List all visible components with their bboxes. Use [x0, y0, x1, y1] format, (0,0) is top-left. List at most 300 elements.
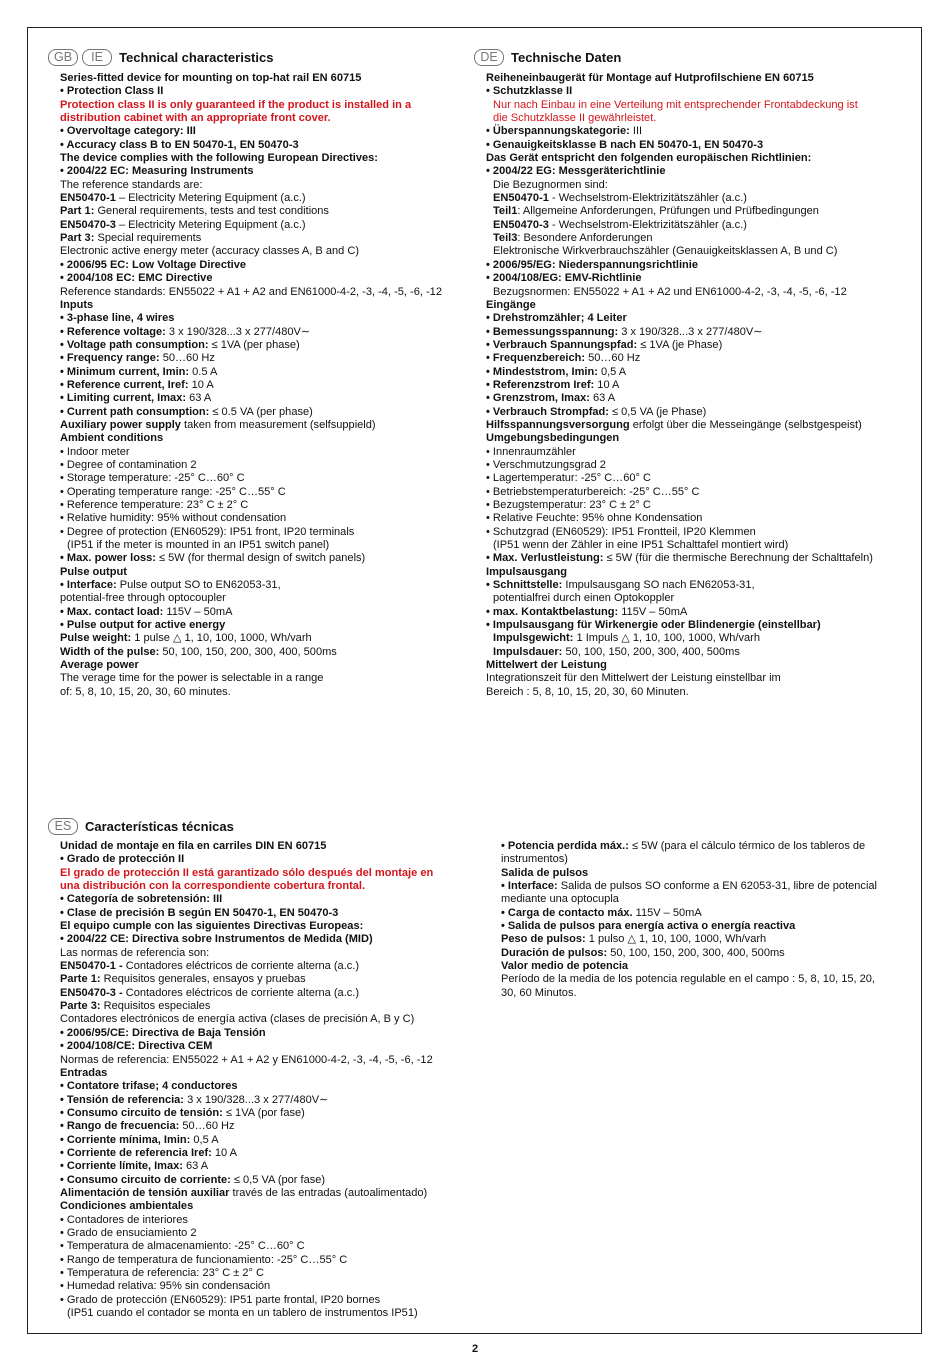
spec-text: • Reference current, Iref: — [60, 378, 189, 391]
de-spec-column — [486, 72, 906, 699]
spec-line — [60, 286, 460, 299]
spec-text: erfolgt über die Messeingänge (selbstgespeist) — [629, 418, 862, 431]
spec-line — [486, 406, 906, 419]
spec-text: Inputs — [60, 298, 94, 311]
spec-line — [486, 512, 906, 525]
spec-text: 10 A — [188, 378, 214, 391]
spec-line — [60, 219, 460, 232]
spec-line — [486, 326, 906, 339]
spec-line — [60, 552, 460, 565]
spec-text: Normas de referencia: EN55022 + A1 + A2 y EN61000-4-2, -3, -4, -5, -6, -12 — [60, 1053, 433, 1066]
spec-text: • Bemessungsspannung: — [486, 325, 619, 338]
spec-line — [486, 486, 906, 499]
spec-text: • 2004/22 CE: Directiva sobre Instrumentos de Medida (MID) — [60, 933, 373, 946]
spec-line — [486, 366, 906, 379]
spec-line — [486, 192, 906, 205]
spec-line — [486, 632, 906, 645]
spec-text: Duración de pulsos: — [501, 946, 608, 959]
spec-line — [60, 1107, 480, 1120]
spec-line — [60, 987, 480, 1000]
spec-line — [501, 973, 911, 986]
spec-line — [60, 499, 460, 512]
spec-line — [486, 539, 906, 552]
lang-badge-ie: IE — [82, 49, 112, 66]
spec-text: Impulsausgang — [486, 565, 568, 578]
spec-text: Average power — [60, 659, 139, 672]
spec-text: • Categoría de sobretensión: III — [60, 893, 223, 906]
spec-text: Reiheneinbaugerät für Montage auf Hutprofilschiene EN 60715 — [486, 72, 814, 84]
spec-line — [60, 933, 480, 946]
spec-line — [60, 432, 460, 445]
section-header-de — [474, 49, 621, 66]
spec-line — [60, 192, 460, 205]
spec-line — [60, 632, 460, 645]
spec-text: 50…60 Hz — [585, 352, 641, 365]
spec-line — [501, 893, 911, 906]
spec-text: • Operating temperature range: -25° C…55° C — [60, 485, 286, 498]
spec-line — [60, 973, 480, 986]
spec-line — [501, 920, 911, 933]
spec-line — [486, 552, 906, 565]
spec-text: • Pulse output for active energy — [60, 619, 226, 632]
spec-line — [60, 1240, 480, 1253]
spec-line — [60, 539, 460, 552]
spec-text: Entradas — [60, 1066, 108, 1079]
spec-text: 1 pulso △ 1, 10, 100, 1000, Wh/varh — [585, 933, 767, 946]
spec-text: Part 3: — [60, 232, 95, 245]
spec-text: • 2006/95/EG: Niederspannungsrichtlinie — [486, 258, 698, 271]
spec-line — [60, 312, 460, 325]
spec-line — [60, 592, 460, 605]
spec-text: Bezugsnormen: EN55022 + A1 + A2 und EN61000-4-2, -3, -4, -5, -6, -12 — [493, 285, 847, 298]
spec-text: ≤ 0.5 VA (per phase) — [209, 405, 313, 418]
section-title-es: Características técnicas — [85, 819, 234, 834]
spec-line — [501, 987, 911, 1000]
spec-line — [501, 853, 911, 866]
spec-line — [60, 379, 460, 392]
spec-line — [486, 672, 906, 685]
spec-text: • Degree of protection (EN60529): IP51 front, IP20 terminals — [60, 525, 355, 538]
spec-line — [60, 245, 460, 258]
spec-text: potential-free through optocoupler — [60, 592, 226, 605]
spec-line — [60, 85, 460, 98]
spec-text: • max. Kontaktbelastung: — [486, 605, 619, 618]
spec-line — [60, 893, 480, 906]
spec-text: Impulsausgang SO nach EN62053-31, — [562, 579, 755, 592]
spec-line — [60, 1200, 480, 1213]
spec-text: Width of the pulse: — [60, 645, 160, 658]
spec-text: • Storage temperature: -25° C…60° C — [60, 472, 245, 485]
spec-text: Contadores electrónicos de energía activa (clases de precisión A, B y C) — [60, 1013, 415, 1026]
spec-text: Requisitos generales, ensayos y pruebas — [100, 973, 306, 986]
spec-text: • Schutzklasse II — [486, 85, 573, 98]
spec-line — [486, 579, 906, 592]
spec-line — [486, 286, 906, 299]
spec-text: Salida de pulsos SO conforme a EN 62053-31, libre de potencial — [557, 880, 877, 893]
spec-line — [60, 659, 460, 672]
spec-line — [501, 960, 911, 973]
spec-text: • 3-phase line, 4 wires — [60, 312, 175, 325]
spec-text: taken from measurement (selfsuppield) — [180, 418, 376, 431]
spec-line — [486, 379, 906, 392]
section-header-gb — [48, 49, 273, 66]
spec-text: ≤ 5W (para el cálculo térmico de los tableros de — [628, 840, 866, 852]
spec-text: – Electricity Metering Equipment (a.c.) — [115, 218, 306, 231]
spec-text: • Verbrauch Strompfad: — [486, 405, 609, 418]
spec-text: • Voltage path consumption: — [60, 338, 209, 351]
spec-line — [60, 1267, 480, 1280]
spec-text: • Max. power loss: — [60, 552, 156, 565]
spec-text: 115V – 50mA — [632, 906, 702, 919]
spec-text: • Max. Verlustleistung: — [486, 552, 604, 565]
spec-text: Special requirements — [94, 232, 202, 245]
spec-line — [60, 566, 460, 579]
spec-text: través de las entradas (autoalimentado) — [229, 1186, 428, 1199]
spec-line — [486, 339, 906, 352]
spec-text: • Corriente límite, Imax: — [60, 1160, 183, 1173]
spec-text: Alimentación de tensión auxiliar — [60, 1186, 230, 1199]
spec-text: 50, 100, 150, 200, 300, 400, 500ms — [159, 645, 337, 658]
spec-line — [501, 907, 911, 920]
spec-text: 50…60 Hz — [159, 352, 215, 365]
spec-text: Pulse output — [60, 565, 127, 578]
spec-line — [486, 606, 906, 619]
es-spec-column-left — [60, 840, 480, 1320]
spec-line — [60, 1227, 480, 1240]
spec-text: Mittelwert der Leistung — [486, 659, 607, 672]
spec-text: • Clase de precisión B según EN 50470-1, EN 50470-3 — [60, 906, 339, 919]
spec-text: The verage time for the power is selectable in a range — [60, 672, 324, 685]
spec-text: • Grenzstrom, Imax: — [486, 392, 590, 405]
spec-line — [60, 880, 480, 893]
spec-line — [60, 139, 460, 152]
spec-text: General requirements, tests and test conditions — [94, 205, 329, 218]
spec-text: El grado de protección II está garantizado sólo después del montaje en — [60, 866, 434, 879]
spec-text: Elektronische Wirkverbrauchszähler (Genauigkeitsklassen A, B und C) — [493, 245, 838, 258]
spec-line — [60, 672, 460, 685]
spec-line — [486, 125, 906, 138]
spec-line — [60, 366, 460, 379]
spec-line — [486, 99, 906, 112]
section-header-es — [48, 818, 234, 835]
spec-text: EN50470-1 — [60, 192, 116, 205]
spec-line — [60, 920, 480, 933]
spec-text: Die Bezugnormen sind: — [493, 178, 608, 191]
spec-text: : Besondere Anforderungen — [517, 232, 653, 245]
spec-text: 1 Impuls △ 1, 10, 100, 1000, Wh/varh — [573, 632, 760, 645]
spec-text: • 2006/95 EC: Low Voltage Directive — [60, 258, 247, 271]
spec-line — [486, 686, 906, 699]
spec-text: mediante una optocupla — [501, 893, 619, 906]
spec-text: • Consumo circuito de corriente: — [60, 1173, 231, 1186]
spec-line — [60, 486, 460, 499]
spec-text: 0.5 A — [189, 365, 218, 378]
spec-text: • Relative humidity: 95% without condensation — [60, 512, 287, 525]
spec-text: • Max. contact load: — [60, 605, 164, 618]
spec-text: (IP51 if the meter is mounted in an IP51 switch panel) — [67, 539, 330, 552]
spec-line — [486, 179, 906, 192]
spec-text: distribution cabinet with an appropriate front cover. — [60, 112, 331, 125]
spec-text: 115V – 50mA — [163, 605, 233, 618]
spec-line — [60, 299, 460, 312]
spec-text: • Referenzstrom Iref: — [486, 378, 595, 391]
spec-line — [60, 646, 460, 659]
spec-text: • Contatore trifase; 4 conductores — [60, 1080, 238, 1093]
spec-line — [60, 1174, 480, 1187]
spec-text: • Limiting current, Imax: — [60, 392, 187, 405]
spec-text: potentialfrei durch einen Optokoppler — [493, 592, 675, 605]
spec-line — [60, 205, 460, 218]
spec-text: • Betriebstemperaturbereich: -25° C…55° C — [486, 485, 700, 498]
spec-text: • Overvoltage category: III — [60, 125, 196, 138]
spec-line — [486, 472, 906, 485]
spec-text: Parte 1: — [60, 973, 101, 986]
gb-spec-column — [60, 72, 460, 699]
spec-text: Pulse output SO to EN62053-31, — [116, 579, 281, 592]
spec-text: die Schutzklasse II gewährleistet. — [493, 112, 657, 125]
spec-line — [60, 853, 480, 866]
spec-line — [60, 1040, 480, 1053]
spec-text: • Bezugstemperatur: 23° C ± 2° C — [486, 499, 651, 511]
spec-text: • Verschmutzungsgrad 2 — [486, 458, 606, 471]
spec-line — [486, 219, 906, 232]
spec-text: • Temperatura de referencia: 23° C ± 2° C — [60, 1267, 265, 1279]
spec-line — [486, 165, 906, 178]
spec-text: Nur nach Einbau in eine Verteilung mit entsprechender Frontabdeckung ist — [493, 98, 858, 111]
spec-text: Electronic active energy meter (accuracy classes A, B and C) — [60, 245, 359, 258]
spec-line — [486, 312, 906, 325]
spec-text: • Schnittstelle: — [486, 579, 563, 592]
spec-line — [60, 1094, 480, 1107]
spec-line — [60, 392, 460, 405]
spec-line — [60, 619, 460, 632]
spec-text: El equipo cumple con las siguientes Directivas Europeas: — [60, 920, 364, 933]
spec-line — [60, 419, 460, 432]
spec-text: 63 A — [589, 392, 616, 405]
spec-text: 50, 100, 150, 200, 300, 400, 500ms — [562, 645, 740, 658]
spec-text: - Wechselstrom-Elektrizitätszähler (a.c.) — [548, 192, 747, 205]
spec-line — [486, 299, 906, 312]
spec-text: • 2006/95/CE: Directiva de Baja Tensión — [60, 1026, 266, 1039]
spec-text: ≤ 1VA (por fase) — [222, 1106, 305, 1119]
spec-line — [501, 933, 911, 946]
spec-line — [60, 112, 460, 125]
spec-text: ≤ 1VA (je Phase) — [637, 338, 723, 351]
spec-line — [60, 1054, 480, 1067]
spec-text: Salida de pulsos — [501, 866, 589, 879]
lang-badge-es: ES — [48, 818, 78, 835]
spec-line — [486, 205, 906, 218]
spec-line — [486, 352, 906, 365]
spec-text: 10 A — [211, 1146, 238, 1159]
spec-text: Reference standards: EN55022 + A1 + A2 and EN61000-4-2, -3, -4, -5, -6, -12 — [60, 285, 442, 298]
spec-text: • 2004/22 EC: Measuring Instruments — [60, 165, 254, 178]
spec-text: 50…60 Hz — [179, 1120, 235, 1133]
spec-text: Teil3 — [493, 232, 518, 245]
spec-text: Auxiliary power supply — [60, 418, 181, 431]
spec-text: Part 1: — [60, 205, 95, 218]
spec-text: Pulse weight: — [60, 632, 132, 645]
spec-text: : Allgemeine Anforderungen, Prüfungen und Prüfbedingungen — [517, 205, 819, 218]
spec-text: 63 A — [186, 392, 212, 405]
spec-line — [501, 880, 911, 893]
spec-line — [501, 947, 911, 960]
spec-line — [60, 526, 460, 539]
lang-badge-de: DE — [474, 49, 504, 66]
spec-text: The device complies with the following European Directives: — [60, 152, 378, 165]
spec-line — [60, 686, 460, 699]
spec-line — [60, 1080, 480, 1093]
spec-line — [486, 592, 906, 605]
spec-text: Condiciones ambientales — [60, 1200, 194, 1213]
spec-text: Impulsgewicht: — [493, 632, 574, 645]
spec-text: ≤ 1VA (per phase) — [208, 338, 300, 351]
spec-line — [486, 259, 906, 272]
spec-text: (IP51 cuando el contador se monta en un tablero de instrumentos IP51) — [67, 1307, 418, 1320]
spec-line — [60, 1280, 480, 1293]
spec-line — [60, 1013, 480, 1026]
spec-line — [486, 139, 906, 152]
spec-line — [60, 947, 480, 960]
spec-text: EN50470-3 — [60, 218, 116, 231]
spec-text: EN50470-3 — [493, 218, 549, 231]
spec-text: 1 pulse △ 1, 10, 100, 1000, Wh/varh — [131, 632, 312, 645]
spec-text: • Rango de frecuencia: — [60, 1120, 180, 1133]
spec-line — [486, 526, 906, 539]
spec-text: Bereich : 5, 8, 10, 15, 20, 30, 60 Minuten. — [486, 685, 689, 698]
spec-text: Hilfsspannungsversorgung — [486, 418, 630, 431]
spec-line — [60, 125, 460, 138]
spec-text: 3 x 190/328...3 x 277/480V∼ — [165, 325, 311, 338]
page-number: 2 — [471, 1343, 479, 1355]
spec-text: • Interface: — [60, 579, 117, 592]
spec-line — [60, 272, 460, 285]
spec-line — [60, 165, 460, 178]
spec-text: of: 5, 8, 10, 15, 20, 30, 60 minutes. — [60, 685, 231, 698]
spec-text: • Innenraumzähler — [486, 445, 576, 458]
spec-line — [60, 907, 480, 920]
spec-line — [60, 1000, 480, 1013]
spec-text: 115V – 50mA — [618, 605, 688, 618]
spec-text: • Reference temperature: 23° C ± 2° C — [60, 499, 249, 511]
spec-text: • Grado de ensuciamiento 2 — [60, 1226, 197, 1239]
spec-text: Impulsdauer: — [493, 645, 563, 658]
spec-line — [486, 112, 906, 125]
spec-text: 0,5 A — [597, 365, 627, 378]
spec-line — [60, 1307, 480, 1320]
spec-text: ≤ 0,5 VA (je Phase) — [608, 405, 707, 418]
spec-text: • Current path consumption: — [60, 405, 210, 418]
spec-line — [60, 512, 460, 525]
spec-line — [60, 472, 460, 485]
spec-line — [60, 1187, 480, 1200]
spec-text: Período de la media de los potencia regulable en el campo : 5, 8, 10, 15, 20, — [501, 973, 876, 986]
spec-line — [60, 1120, 480, 1133]
spec-text: • Corriente mínima, Imin: — [60, 1133, 191, 1146]
spec-line — [60, 259, 460, 272]
spec-text: EN50470-1 — [493, 192, 549, 205]
spec-text: 50, 100, 150, 200, 300, 400, 500ms — [607, 946, 785, 959]
spec-text: • Potencia perdida máx.: — [501, 840, 629, 852]
spec-text: • Drehstromzähler; 4 Leiter — [486, 312, 627, 325]
spec-text: • Überspannungskategorie: — [486, 125, 630, 138]
spec-text: • Mindeststrom, Imin: — [486, 365, 598, 378]
spec-text: ≤ 5W (for thermal design of switch panels) — [155, 552, 366, 565]
spec-text: • Verbrauch Spannungspfad: — [486, 338, 638, 351]
spec-line — [486, 619, 906, 632]
spec-text: • 2004/22 EG: Messgeräterichtlinie — [486, 165, 666, 178]
spec-line — [486, 499, 906, 512]
spec-text: • Corriente de referencia Iref: — [60, 1146, 212, 1159]
spec-text: - Wechselstrom-Elektrizitätszähler (a.c.) — [548, 218, 747, 231]
spec-line — [60, 1134, 480, 1147]
spec-text: 30, 60 Minutos. — [501, 986, 577, 999]
spec-line — [60, 339, 460, 352]
spec-text: 63 A — [182, 1160, 209, 1173]
spec-line — [486, 459, 906, 472]
spec-text: III — [629, 125, 643, 138]
spec-text: Teil1 — [493, 205, 518, 218]
spec-text: Las normas de referencia son: — [60, 946, 210, 959]
spec-line — [60, 446, 460, 459]
spec-line — [60, 352, 460, 365]
spec-line — [486, 659, 906, 672]
spec-text: EN50470-3 - — [60, 986, 123, 999]
spec-text: Das Gerät entspricht den folgenden europäischen Richtlinien: — [486, 152, 812, 165]
spec-text: • Consumo circuito de tensión: — [60, 1106, 223, 1119]
spec-text: Ambient conditions — [60, 432, 164, 445]
spec-text: EN50470-1 - — [60, 960, 123, 973]
spec-text: • Lagertemperatur: -25° C…60° C — [486, 472, 651, 485]
spec-text: 3 x 190/328...3 x 277/480V∼ — [184, 1093, 329, 1106]
spec-text: • Grado de protección II — [60, 853, 185, 866]
spec-line — [486, 272, 906, 285]
spec-text: 3 x 190/328...3 x 277/480V∼ — [618, 325, 763, 338]
spec-text: Requisitos especiales — [100, 1000, 211, 1013]
section-title-gb: Technical characteristics — [119, 50, 274, 65]
spec-text: Contadores eléctricos de corriente alterna (a.c.) — [122, 960, 360, 973]
spec-line — [486, 392, 906, 405]
spec-line — [60, 232, 460, 245]
spec-text: Unidad de montaje en fila en carriles DIN EN 60715 — [60, 840, 327, 852]
spec-text: • 2004/108/CE: Directiva CEM — [60, 1040, 213, 1053]
spec-text: • Interface: — [501, 880, 558, 893]
spec-text: • Contadores de interiores — [60, 1213, 188, 1226]
spec-line — [486, 432, 906, 445]
spec-text: Parte 3: — [60, 1000, 101, 1013]
spec-text: Protection class II is only guaranteed if the product is installed in a — [60, 98, 412, 111]
spec-line — [486, 446, 906, 459]
spec-text: • Indoor meter — [60, 445, 130, 458]
spec-line — [60, 606, 460, 619]
spec-line — [486, 419, 906, 432]
spec-text: 10 A — [594, 378, 620, 391]
spec-line — [60, 1294, 480, 1307]
spec-line — [60, 867, 480, 880]
spec-text: • Protection Class II — [60, 85, 164, 98]
spec-line — [486, 566, 906, 579]
spec-text: • Reference voltage: — [60, 325, 166, 338]
spec-text: • Humedad relativa: 95% sin condensación — [60, 1280, 271, 1293]
spec-line — [60, 152, 460, 165]
spec-line — [60, 459, 460, 472]
spec-line — [501, 867, 911, 880]
spec-line — [60, 1214, 480, 1227]
lang-badge-gb: GB — [48, 49, 78, 66]
spec-text: Umgebungsbedingungen — [486, 432, 620, 445]
spec-text: • Carga de contacto máx. — [501, 906, 633, 919]
spec-line — [60, 72, 460, 85]
